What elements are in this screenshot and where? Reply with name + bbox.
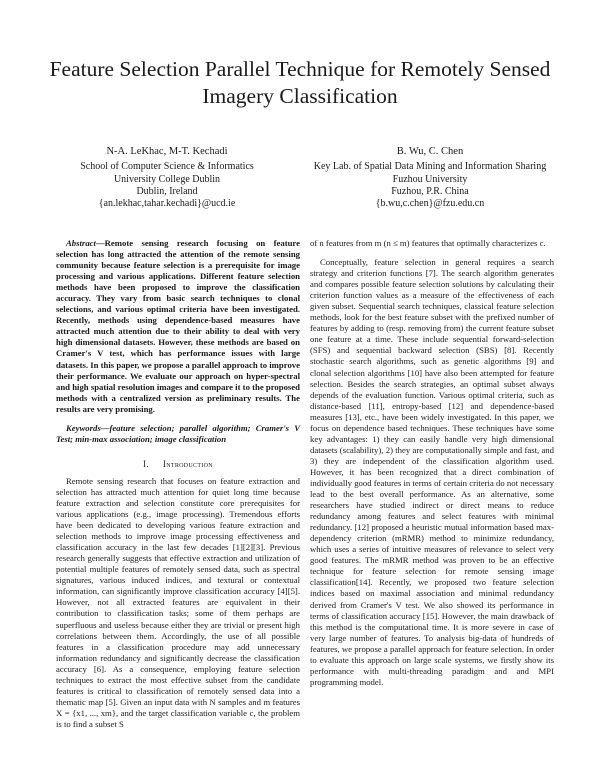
author-dept: Key Lab. of Spatial Data Mining and Information Sharing: [313, 161, 547, 173]
paper-title: Feature Selection Parallel Technique for Remotely Sensed Imagery Classification: [49, 57, 551, 108]
author-org: Fuzhou University: [392, 173, 468, 185]
abstract-lead: Abstract: [66, 238, 96, 248]
author-names: N-A. LeKhac, M-T. Kechadi: [106, 146, 228, 157]
section-title: Introduction: [162, 458, 213, 469]
keywords: Keywords—feature selection; parallel algorithm; Cramer's V Test; min-max association; image classification: [56, 422, 300, 444]
author-dept: School of Computer Science & Informatics: [80, 161, 254, 173]
author-email: {an.lekhac,tahar.kechadi}@ucd.ie: [98, 198, 236, 210]
intro-paragraph-2: Conceptually, feature selection in general requires a search strategy and criterion functions [7]. The search algorithm generates and compares possible feature selection solutions by calculating their criterion function values as a measure of the effectiveness of each given subset. Sequential search techniques, classical feature selection methods, look for the best feature subset with the prefixed number of features by adding to (resp. removing from) the current feature subset one feature at a time. These include sequential forward-selection (SFS) and sequential backward selection (SBS) [8]. Recently stochastic search algorithms, such as genetic algorithms [9] and clonal selection algorithms [10] have also been attempted for feature selection. Besides the search strategies, an optimal subset always depends of the evaluation function. Various optimal criteria, such as distance-based [11], entropy-based [12] and dependence-based measures [13], etc., have been widely investigated. In this paper, we focus on dependence based techniques. These techniques have some key advantages: 1) they can easily handle very high dimensional datasets (scalability), 2) they are computationally simple and fast, and 3) they are independent of the classification algorithm used. However, it has been recognized that a direct combination of individually good features in terms of certain criteria do not necessary lead to the best overall performance. As an alternative, some researchers have studied indirect or direct means to reduce redundancy among features and select features with minimal redundancy. [12] proposed a heuristic mutual information based max-dependency criterion (mRMR) method to minimize redundancy, which uses a series of intuitive measures of relevance to select very good features. The mRMR method was proven to be an effective technique for feature selection for remote sensing image classification[14]. Recently, we proposed two feature selection indices based on maximal association and minimal redundancy derived from Cramer's V test. We also showed its performance in terms of classification accuracy [15]. However, the main drawback of this method is the computational time. It is more severe in case of very large number of features. To analysis big-data of hundreds of features, we propose a parallel approach for feature selection. In order to evaluate this approach on large scale systems, we firstly show its performance with multi-threading paradigm and and MPI programming model.: [310, 257, 554, 687]
intro-paragraph-1: Remote sensing research that focuses on feature extraction and selection has attracted much attention for quiet long time because feature extraction and selection constitute core prerequisites for various applications (e.g., image processing). Tremendous efforts have been dedicated to developing various feature extraction and selection methods to improve image processing effectiveness and classification accuracy in the last few decades [1][2][3]. Previous research generally suggests that effective extraction and utilization of potential multiple features of remotely sensed data, such as spectral signatures, various induced indices, and textural or contextual information, can significantly improve classification accuracy [4][5]. However, not all extracted features are equivalent in their contribution to classification tasks; some of them perhaps are superfluous and useless because either they are trivial or present high correlations between them. Accordingly, the use of all possible features in a classification procedure may add unnecessary information redundancy and significantly decrease the classification accuracy [6]. As a consequence, employing feature selection techniques to extract the most effective subset from the candidate features is critical to classification of remotely sensed data into a thematic map [5]. Given an input data with N samples and m features X = {x1, ..., xm}, and the target classification variable c, the problem is to find a subset S: [56, 475, 300, 729]
author-block-left: [42, 146, 292, 210]
intro-paragraph-continued: of n features from m (n ≤ m) features that optimally characterizes c.: [310, 238, 546, 248]
author-city: Dublin, Ireland: [136, 185, 198, 197]
right-column: [310, 238, 554, 688]
section-number: I.: [143, 458, 149, 469]
author-city: Fuzhou, P.R. China: [391, 185, 469, 197]
author-org: University College Dublin: [113, 173, 221, 185]
author-block-right: [310, 146, 550, 210]
abstract: [56, 238, 300, 415]
author-names: B. Wu, C. Chen: [396, 146, 464, 157]
author-email: {b.wu,c.chen}@fzu.edu.cn: [375, 198, 485, 210]
left-column: [56, 238, 300, 730]
section-heading-introduction: [56, 459, 300, 470]
abstract-text: —Remote sensing research focusing on feature selection has long attracted the attention of the remote sensing community because feature selection is a prerequisite for image processing and various applications. Different feature selection methods have been proposed to improve the classification accuracy. They vary from basic search techniques to clonal selections, and various optimal criteria have been investigated. Recently, methods using dependence-based measures have attracted much attention due to their ability to deal with very high dimensional datasets. However, these methods are based on Cramer's V test, which has performance issues with large datasets. In this paper, we propose a parallel approach to improve their performance. We evaluate our approach on hyper-spectral and high spatial resolution images and compare it to the proposed methods with a centralized version as preliminary results. The results are very promising.: [56, 238, 300, 414]
